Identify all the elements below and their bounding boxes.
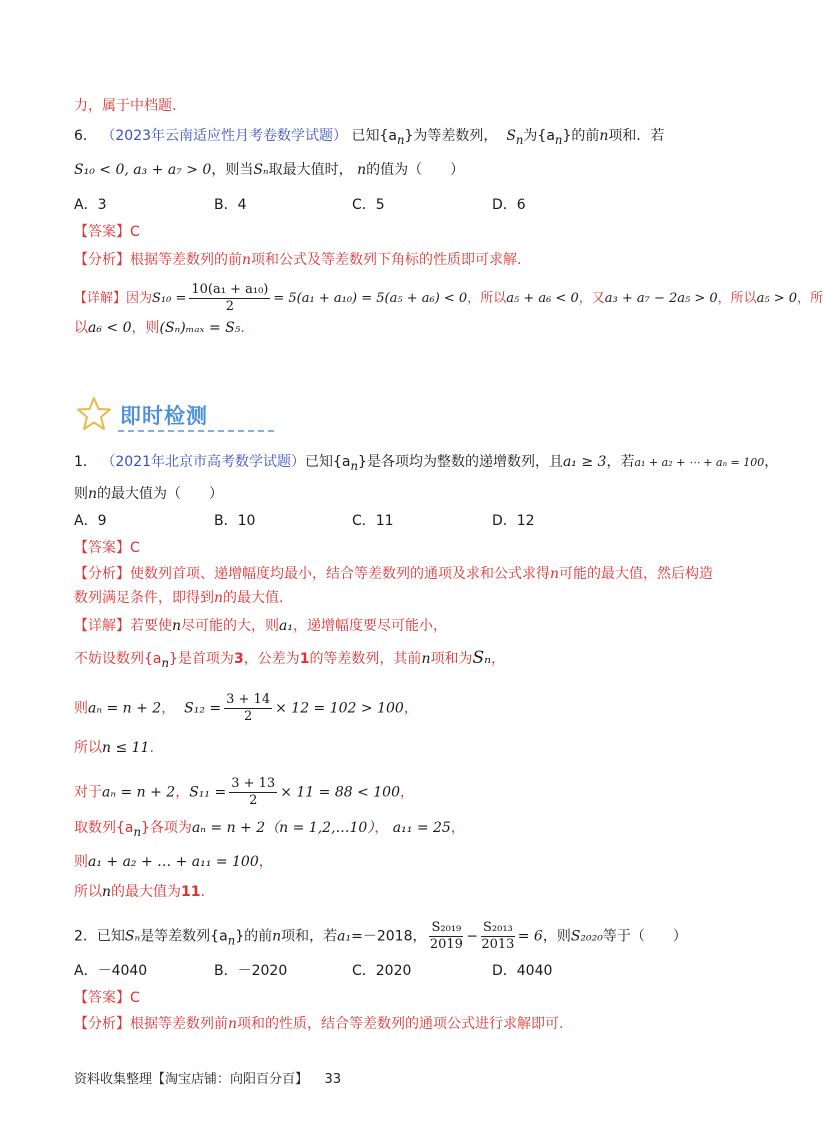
detail-text: ，公差为 — [243, 651, 300, 667]
detail-math: S₁₁ = — [189, 784, 227, 801]
fraction-numerator: 3 + 14 — [226, 692, 271, 707]
q2-stem-text: 项和，若 — [281, 928, 338, 945]
q6-stem-math: Sₙ — [253, 162, 269, 178]
subscript: n — [350, 458, 359, 473]
q6-stem-math: n — [599, 128, 609, 144]
q6-answer: 【答案】C — [74, 224, 140, 240]
analysis-label: 【分析】 — [74, 252, 130, 268]
detail-fraction — [224, 692, 272, 725]
fraction-denominator: 2019 — [429, 937, 463, 952]
analysis-text: 数列满足条件，即得到 — [74, 590, 214, 606]
q2-option-d: D．4040 — [492, 963, 553, 979]
q6-option-b: B．4 — [214, 197, 247, 213]
detail-number: 11 — [181, 884, 201, 900]
detail-math: S₁₂ = — [184, 700, 222, 717]
q1-stem-text: }是各项均为整数的递增数列，且 — [358, 454, 563, 470]
detail-text: ， — [403, 700, 418, 717]
subscript: n — [515, 132, 524, 147]
analysis-text: 可能的最大值，然后构造 — [559, 566, 714, 582]
detail-text: 的最大值为 — [111, 884, 182, 900]
q6-stem-math: S — [506, 128, 516, 144]
analysis-math: n — [242, 252, 252, 268]
detail-fraction — [189, 282, 270, 315]
q1-option-b: B．10 — [214, 513, 256, 529]
q6-stem-text: 项和．若 — [608, 128, 665, 144]
q1-analysis — [74, 564, 713, 584]
detail-text: 尽可能的大，则 — [181, 618, 280, 634]
q6-detail-line2 — [74, 318, 245, 338]
q1-detail-line7 — [74, 852, 273, 872]
detail-text: ， — [374, 820, 389, 836]
q1-stem-text: ，若 — [606, 454, 635, 470]
analysis-label: 【分析】 — [74, 1016, 130, 1032]
q6-option-c: C．5 — [352, 197, 385, 213]
detail-fraction — [229, 776, 277, 809]
detail-math: n ≤ 11 — [102, 740, 150, 756]
star-outline-icon — [76, 396, 112, 432]
detail-math: aₙ = n + 2 — [102, 784, 176, 801]
detail-math: n — [102, 884, 112, 900]
q2-analysis — [74, 1014, 563, 1034]
q6-option-a: A．3 — [74, 197, 107, 213]
q6-analysis — [74, 250, 521, 270]
q1-number: 1． — [74, 454, 97, 470]
subscript: n — [554, 132, 563, 147]
fraction-denominator: 2 — [225, 299, 235, 314]
section-title: 即时检测 — [120, 404, 208, 428]
q6-stem-text: 取最大值时， — [268, 162, 353, 178]
detail-text: }是首项为 — [169, 651, 234, 667]
q2-stem-text: ，则 — [542, 928, 571, 945]
analysis-text: 根据等差数列前 — [130, 1016, 228, 1032]
q1-stem-math: a₁ ≥ 3 — [562, 454, 607, 470]
fraction-denominator: 2013 — [481, 937, 515, 952]
q1-detail-line3 — [74, 692, 418, 725]
q1-stem-math: n — [88, 486, 98, 502]
q1-detail-line4 — [74, 738, 154, 758]
subscript: n — [133, 824, 142, 839]
detail-math: × 12 = 102 > 100 — [275, 700, 404, 717]
detail-text: ，所以 — [467, 291, 507, 306]
detail-math: × 11 = 88 < 100 — [280, 784, 400, 801]
detail-math: a₅ + a₆ < 0 — [506, 291, 579, 306]
detail-text: ， — [450, 820, 465, 836]
detail-math: aₙ = n + 2 — [191, 820, 266, 836]
detail-math: a₃ + a₇ − 2a₅ > 0 — [604, 291, 718, 306]
q6-detail — [74, 282, 823, 315]
detail-math: n — [421, 651, 431, 667]
analysis-text: 项和的性质，结合等差数列的通项公式进行求解即可. — [237, 1016, 564, 1032]
q2-stem-text: 已知 — [96, 928, 125, 945]
analysis-text: 的最大值. — [223, 590, 284, 606]
q1-detail-line8 — [74, 882, 205, 902]
q1-detail-line2: 不妨设数列$\{a_n\}$是首项为3，公差为1的等差数列，其前n项和为Sₙ， — [74, 648, 506, 670]
detail-math: a₁ + a₂ + … + a₁₁ = 100 — [88, 854, 259, 870]
q1-stem-text: ， — [764, 454, 779, 470]
detail-text: 项和为 — [430, 651, 473, 667]
q2-stem-math: a₁ — [337, 928, 352, 945]
page-number: 33 — [324, 1072, 342, 1087]
q2-fraction-1 — [429, 920, 463, 953]
fraction-numerator: 10(a₁ + a₁₀) — [191, 282, 269, 297]
detail-number: 3 — [233, 651, 244, 667]
page-footer — [74, 1068, 341, 1087]
q6-stem-text: 为{a — [523, 128, 555, 144]
q1-detail-line6 — [74, 818, 465, 842]
detail-math: a₁ — [279, 618, 293, 634]
q1-analysis-line2 — [74, 588, 283, 608]
detail-math: = 5(a₁ + a₁₀) = 5(a₅ + a₆) < 0 — [273, 291, 468, 306]
detail-math: （n = 1,2,…10） — [265, 820, 375, 836]
q2-stem: 2．已知Sₙ是等差数列$\{a_n\}$的前n项和，若a₁=－2018， $\frac{\text{S₂₀₁₉}}{2019}$ − $\frac{\text{S₂₀₁₃}}{2013}$ = 6，则S₂₀₂₀等于（ ） — [74, 920, 687, 952]
detail-math: a₁₁ = 25 — [392, 820, 451, 836]
q6-stem — [74, 126, 664, 150]
q2-fraction-2 — [481, 920, 515, 953]
detail-math: n — [172, 618, 182, 634]
q1-stem — [74, 452, 778, 476]
detail-text: ， — [258, 854, 273, 870]
detail-math: a₆ < 0 — [88, 320, 132, 336]
detail-text: 若要使 — [130, 618, 172, 634]
subscript: n — [396, 132, 405, 147]
detail-math: aₙ = n + 2 — [88, 700, 162, 717]
detail-text: 对于 — [74, 784, 102, 801]
q1-detail-line1 — [74, 616, 447, 636]
carry-over-line: 力，属于中档题. — [74, 98, 177, 114]
fraction-denominator: 2 — [243, 709, 253, 724]
q1-stem-line2 — [74, 484, 223, 504]
detail-text: 所以 — [74, 740, 102, 756]
q6-stem-text: }为等差数列， — [404, 128, 498, 144]
q1-stem-text: 的最大值为（ ） — [97, 486, 224, 502]
q2-stem-text: }的前 — [235, 928, 273, 945]
detail-text: ，又 — [578, 291, 605, 306]
q1-stem-math: a₁ + a₂ + ⋯ + aₙ = 100 — [634, 456, 765, 469]
detail-text: ， — [175, 784, 190, 801]
analysis-math: n — [550, 566, 560, 582]
q6-stem-text: }的前 — [562, 128, 600, 144]
q2-stem-math: S₂₀₂₀ — [570, 928, 603, 945]
q6-stem-text: ，则当 — [211, 162, 254, 178]
q1-answer: 【答案】C — [74, 540, 140, 556]
subscript: n — [161, 655, 170, 670]
detail-text: ，所 — [797, 291, 823, 306]
detail-text: 则 — [74, 700, 88, 717]
section-underline — [118, 430, 274, 432]
detail-text: 因为 — [126, 291, 153, 306]
q6-stem-math: n — [357, 162, 367, 178]
detail-text: ，则 — [131, 320, 160, 336]
q2-stem-text: 是等差数列{a — [140, 928, 228, 945]
q6-stem-line2 — [74, 160, 464, 180]
detail-text: 的等差数列，其前 — [309, 651, 422, 667]
detail-text: 则 — [74, 854, 88, 870]
subscript: n — [227, 933, 236, 948]
analysis-text: 使数列首项、递增幅度均最小，结合等差数列的通项及求和公式求得 — [130, 566, 550, 582]
detail-text: }各项为 — [141, 820, 192, 836]
analysis-text: 根据等差数列的前 — [130, 252, 242, 268]
q6-source: （2023年云南适应性月考卷数学试题） — [101, 128, 348, 144]
detail-math: Sₙ — [472, 648, 492, 668]
fraction-numerator: 3 + 13 — [231, 776, 276, 791]
q2-stem-text: =－2018， — [351, 928, 427, 945]
detail-text: 以 — [74, 320, 88, 336]
analysis-math: n — [214, 590, 224, 606]
detail-text: . — [240, 320, 245, 336]
q2-stem-math: = 6 — [517, 928, 543, 945]
q2-option-a: A．－4040 — [74, 963, 148, 979]
detail-text: 所以 — [74, 884, 102, 900]
detail-text: ， — [161, 700, 176, 717]
analysis-label: 【分析】 — [74, 566, 130, 582]
detail-text: . — [200, 884, 205, 900]
q1-option-d: D．12 — [492, 513, 535, 529]
q1-source: （2021年北京市高考数学试题） — [101, 454, 306, 470]
q2-number: 2． — [74, 928, 97, 945]
analysis-math: n — [228, 1016, 238, 1032]
detail-math: a₅ > 0 — [756, 291, 798, 306]
q1-detail-line5 — [74, 776, 414, 809]
q6-stem-text: 的值为（ ） — [366, 162, 465, 178]
q2-option-c: C．2020 — [352, 963, 412, 979]
q2-stem-math: Sₙ — [124, 928, 141, 945]
detail-text: 取数列{a — [74, 820, 134, 836]
q1-stem-text: 已知{a — [305, 454, 351, 470]
q2-answer: 【答案】C — [74, 990, 140, 1006]
detail-text: ， — [400, 784, 414, 801]
detail-math: S₁₀ = — [152, 291, 187, 306]
fraction-denominator: 2 — [249, 793, 258, 808]
q6-number: 6． — [74, 128, 97, 144]
q1-stem-text: 则 — [74, 486, 88, 502]
footer-source: 资料收集整理【淘宝店铺：向阳百分百】 — [74, 1072, 309, 1087]
q1-option-c: C．11 — [352, 513, 394, 529]
detail-label: 【详解】 — [74, 291, 127, 306]
detail-text: . — [149, 740, 154, 756]
detail-label: 【详解】 — [74, 618, 130, 634]
detail-text: 不妨设数列{a — [74, 651, 162, 667]
q6-stem-text: 已知{a — [351, 128, 397, 144]
fraction-numerator: S₂₀₁₉ — [431, 920, 462, 935]
q2-stem-text: 等于（ ） — [602, 928, 687, 945]
analysis-text: 项和公式及等差数列下角标的性质即可求解. — [251, 252, 522, 268]
detail-number: 1 — [299, 651, 310, 667]
fraction-numerator: S₂₀₁₃ — [482, 920, 513, 935]
q2-stem-math: n — [272, 928, 282, 945]
q6-option-d: D．6 — [492, 197, 526, 213]
q1-option-a: A．9 — [74, 513, 107, 529]
detail-text: ，递增幅度要尽可能小， — [293, 618, 447, 634]
q6-condition-math: S₁₀ < 0, a₃ + a₇ > 0 — [74, 162, 212, 178]
detail-text: ，所以 — [717, 291, 757, 306]
detail-math: (Sₙ)ₘₐₓ = S₅ — [159, 320, 241, 336]
q2-option-b: B．－2020 — [214, 963, 288, 979]
